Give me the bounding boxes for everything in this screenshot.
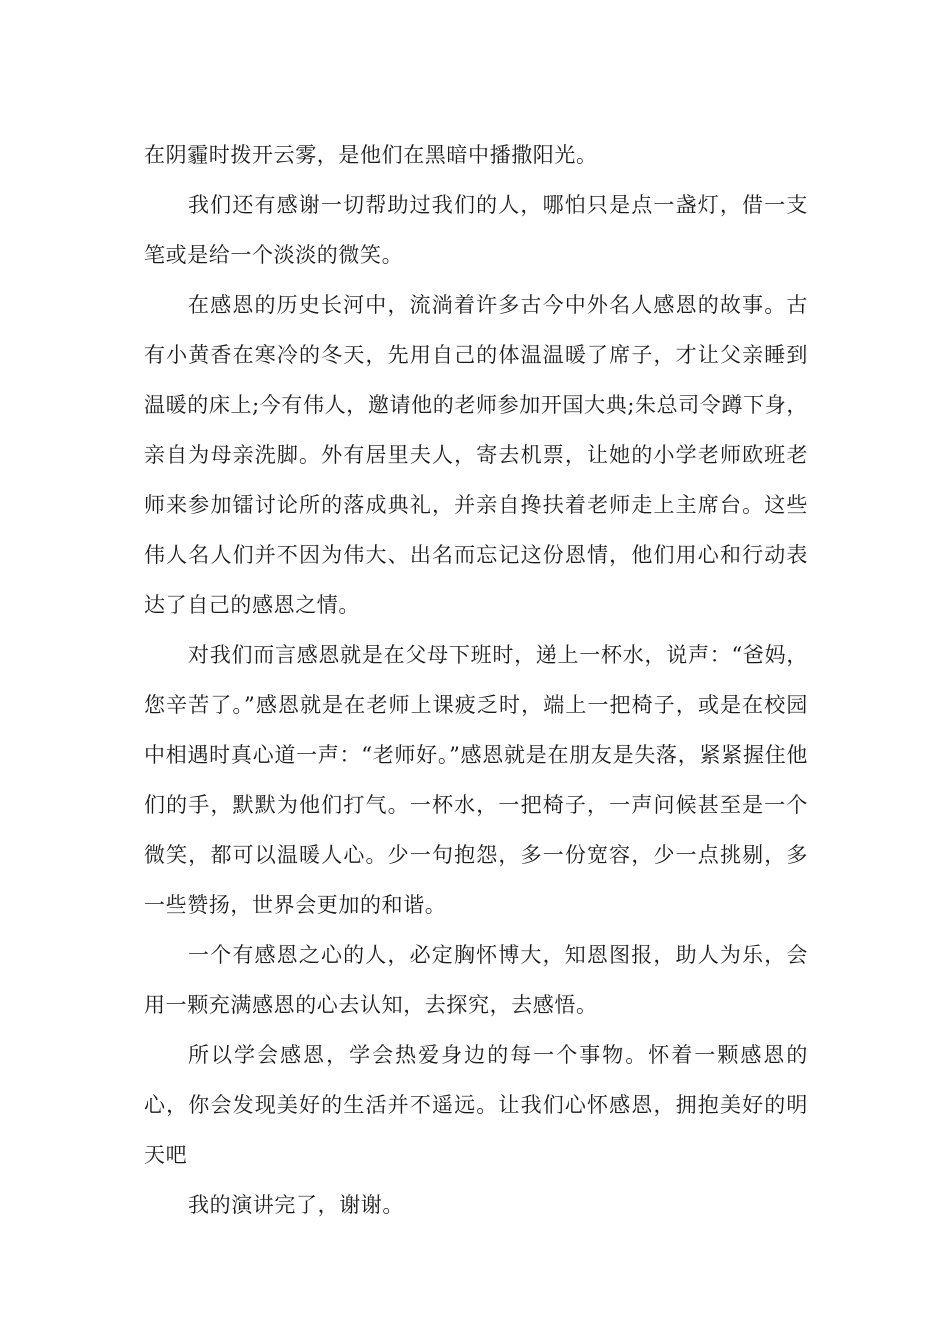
speech-body — [144, 130, 808, 1230]
paragraph-thanks-helpers: 我们还有感谢一切帮助过我们的人，哪怕只是点一盏灯，借一支笔或是给一个淡淡的微笑。 — [144, 193, 808, 267]
paragraph-continuation: 在阴霾时拨开云雾，是他们在黑暗中播撒阳光。 — [144, 143, 598, 167]
paragraph-historical-stories: 在感恩的历史长河中，流淌着许多古今中外名人感恩的故事。古有小黄香在寒冷的冬天，先用自己的体温温暖了席子，才让父亲睡到温暖的床上;今有伟人，邀请他的老师参加开国大典;朱总司令蹲下身，亲自为母亲洗脚。外有居里夫人，寄去机票，让她的小学老师欧班老师来参加镭讨论所的落成典礼，并亲自搀扶着老师走上主席台。这些伟人名人们并不因为伟大、出名而忘记这份恩情，他们用心和行动表达了自己的感恩之情。 — [144, 293, 808, 617]
paragraph-grateful-heart: 一个有感恩之心的人，必定胸怀博大，知恩图报，助人为乐，会用一颗充满感恩的心去认知，去探究，去感悟。 — [144, 943, 808, 1017]
paragraph-conclusion: 所以学会感恩，学会热爱身边的每一个事物。怀着一颗感恩的心，你会发现美好的生活并不遥远。让我们心怀感恩，拥抱美好的明天吧 — [144, 1043, 808, 1167]
paragraph-everyday-gratitude: 对我们而言感恩就是在父母下班时，递上一杯水，说声：“爸妈，您辛苦了。”感恩就是在老师上课疲乏时，端上一把椅子，或是在校园中相遇时真心道一声：“老师好。”感恩就是在朋友是失落，紧紧握住他们的手，默默为他们打气。一杯水，一把椅子，一声问候甚至是一个微笑，都可以温暖人心。少一句抱怨，多一份宽容，少一点挑剔，多一些赞扬，世界会更加的和谐。 — [144, 643, 808, 917]
paragraph-closing: 我的演讲完了，谢谢。 — [188, 1193, 404, 1217]
